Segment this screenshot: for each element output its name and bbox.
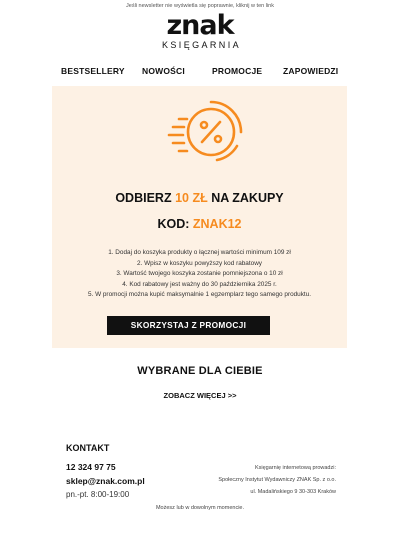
see-more-link[interactable]: ZOBACZ WIĘCEJ >> [163,391,237,400]
company-line: ul. Madalińskiego 9 30-303 Kraków [250,489,336,495]
nav-promocje[interactable]: PROMOCJE [212,66,263,76]
promo-rule: 3. Wartość twojego koszyka zostanie pomniejszona o 10 zł [116,270,283,277]
promo-code-label: KOD: [157,217,193,231]
logo-subtitle: KSIĘGARNIA [161,40,241,50]
promo-banner [52,86,347,348]
use-promotion-button[interactable]: SKORZYSTAJ Z PROMOCJI [107,316,270,335]
promo-title-before: ODBIERZ [115,191,176,205]
contact-title: KONTAKT [66,443,110,453]
znak-logo[interactable] [0,12,400,50]
promo-code [52,217,347,231]
promo-code-value: ZNAK12 [192,217,242,231]
nav-nowosci[interactable]: NOWOŚCI [142,66,185,76]
promo-amount: 10 ZŁ [175,191,208,205]
promo-rule: 5. W promocji można kupić maksymalnie 1 egzemplarz tego samego produktu. [87,291,312,298]
promo-rules-list [52,248,347,301]
unsubscribe-note[interactable]: Możesz lub w dowolnym momencie. [155,505,245,511]
main-nav [52,66,352,78]
logo-wordmark: znak [166,10,234,41]
nav-zapowiedzi[interactable]: ZAPOWIEDZI [283,66,339,76]
contact-phone-link[interactable]: 12 324 97 75 [66,462,116,472]
promo-rule: 2. Wpisz w koszyku powyższy kod rabatowy [136,259,262,267]
percent-discount-icon [167,96,247,168]
contact-email-link[interactable]: sklep@znak.com.pl [66,476,145,486]
promo-rule: 1. Dodaj do koszyka produkty o łącznej wartości minimum 109 zł [108,249,291,256]
promo-title-after: NA ZAKUPY [207,191,284,205]
company-info [218,462,336,498]
promo-title [52,191,347,205]
company-line: Społeczny Instytut Wydawniczy ZNAK Sp. z o.o. [218,477,336,483]
recommended-title: WYBRANE DLA CIEBIE [137,365,263,377]
contact-hours: pn.-pt. 8:00-19:00 [66,490,130,499]
promo-rule: 4. Kod rabatowy jest ważny do 30 października 2025 r. [122,280,277,288]
preheader-link[interactable]: Jeśli newsletter nie wyświetla się poprawnie, kliknij w ten link [126,3,274,9]
company-line: Księgarnię internetową prowadzi: [254,465,336,471]
nav-bestsellery[interactable]: BESTSELLERY [61,66,125,76]
